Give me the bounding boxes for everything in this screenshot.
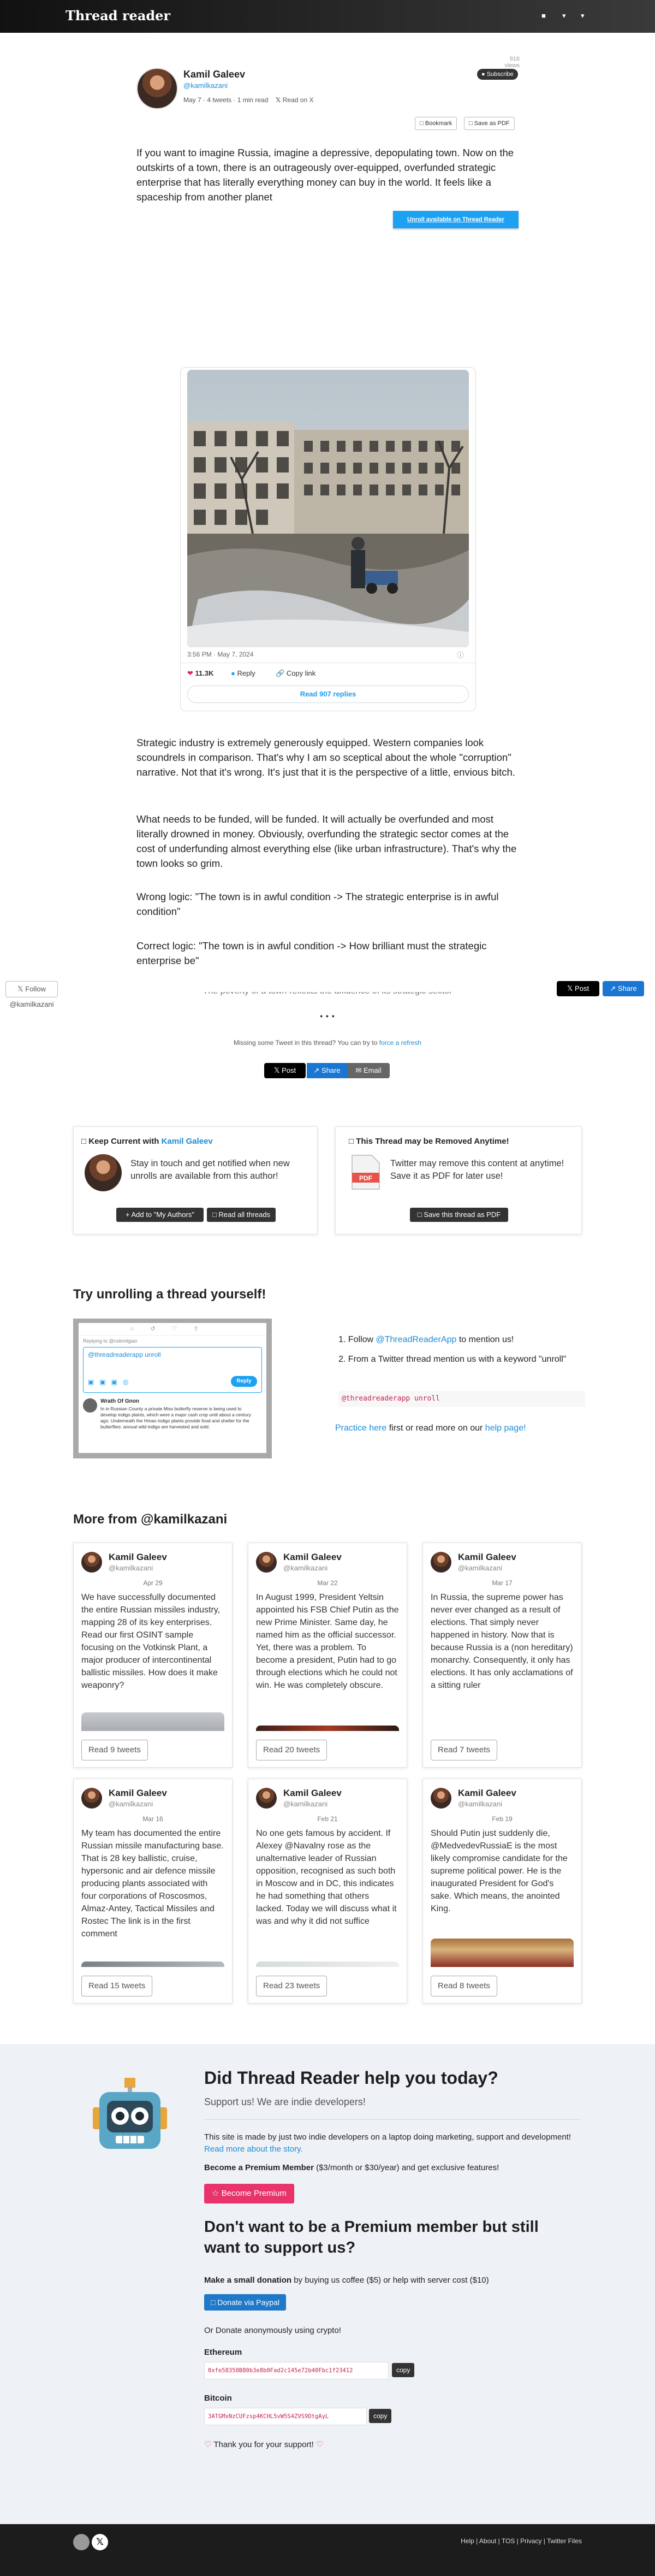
threadreaderapp-link[interactable]: @ThreadReaderApp — [376, 1335, 457, 1344]
menu-icon[interactable]: ▾ — [581, 11, 585, 20]
card-text: In August 1999, President Yeltsin appointed his FSB Chief Putin as the new Prime Minister. Same day, he named him as the official successor. Yet, there was a problem. To become a president, Putin had to go through elections which he could not win. He was completely obscure. — [256, 1593, 399, 1690]
support-description: This site is made by just two indie developers on a laptop doing marketing, support and development! Read more about the story. — [204, 2132, 571, 2154]
card-text: In Russia, the supreme power has never ever changed as a result of elections. That simply never happened in history. Now that is because Russia is a (non hereditary) monarchy. Consequently, it only has elections. It has only acclamations of a sitting ruler — [431, 1593, 573, 1690]
card-date: Mar 16 — [142, 1815, 163, 1823]
card-author-handle: @kamilkazani — [283, 1564, 328, 1572]
save-pdf-label: Save as PDF — [474, 120, 510, 127]
force-refresh-link[interactable]: force a refresh — [379, 1039, 421, 1047]
heart-icon: ❤ — [187, 669, 193, 677]
email-button[interactable] — [347, 1063, 390, 1078]
tweet-4b-text: Correct logic: "The town is in awful condition -> How brilliant must the strategic enterprise be" — [136, 940, 487, 966]
read-story-link[interactable]: Read more about the story. — [204, 2144, 303, 2154]
bell-icon: □ — [81, 1137, 87, 1146]
bell-icon[interactable]: ■ — [541, 11, 546, 20]
card-text: My team has documented the entire Russian missile manufacturing base. That is 28 key ballistic, cruise, hypersonic and air defence missile producing plants associated with four corporations of Roscosmos, Almaz-Antey, Tactical Missiles and Rostec The link is in the first comment — [81, 1829, 224, 1939]
become-premium-button[interactable] — [204, 2184, 294, 2203]
list-icon: □ — [212, 1210, 217, 1219]
reply-label: Reply — [237, 669, 255, 677]
author-handle[interactable]: @kamilkazani — [183, 81, 228, 90]
step-2: 2. From a Twitter thread mention us with a keyword "unroll" — [338, 1355, 567, 1364]
card-author-handle: @kamilkazani — [458, 1564, 503, 1572]
copy-link-action[interactable] — [276, 669, 315, 678]
practice-line: Practice here first or read more on our help page! — [335, 1423, 526, 1433]
keep-current-heading — [81, 1137, 213, 1146]
donation-description: Make a small donation by buying us coffee ($5) or help with server cost ($10) — [204, 2276, 489, 2285]
paypal-donate-button[interactable] — [204, 2294, 286, 2311]
email-icon: ✉ — [355, 1066, 362, 1074]
author-name[interactable]: Kamil Galeev — [183, 69, 246, 80]
card-author-name: Kamil Galeev — [458, 1788, 516, 1798]
removed-text: Twitter may remove this content at anytime! Save it as PDF for later use! — [390, 1159, 564, 1181]
author-avatar — [81, 1552, 102, 1573]
card-text: No one gets famous by accident. If Alexey @Navalny rose as the unalternative leader of Russian opposition, recognised as such both in Moscow and in DC, this indicates he had something that others lacked. Today we will discuss what it was and why it did not suffice — [256, 1829, 397, 1926]
card-author-handle: @kamilkazani — [458, 1800, 503, 1808]
card-author-handle: @kamilkazani — [109, 1564, 153, 1572]
save-thread-label: Save this thread as PDF — [424, 1210, 501, 1219]
thanks-line — [204, 2439, 323, 2449]
card-author-name: Kamil Galeev — [109, 1788, 167, 1798]
thread-end-ellipsis: • • • — [320, 1012, 335, 1020]
card-date: Mar 22 — [317, 1579, 338, 1587]
unroll-demo-screenshot — [73, 1319, 272, 1458]
copy-eth-button[interactable]: copy — [392, 2363, 414, 2377]
ethereum-label: Ethereum — [204, 2348, 242, 2357]
author-avatar — [85, 1154, 122, 1191]
footer-links[interactable]: Help | About | TOS | Privacy | Twitter Files — [461, 2537, 582, 2545]
more-thread-card[interactable] — [422, 1543, 582, 1768]
keep-current-author-link[interactable]: Kamil Galeev — [161, 1137, 213, 1146]
save-thread-pdf-button[interactable] — [410, 1208, 508, 1222]
info-icon[interactable]: ⓘ — [457, 651, 465, 659]
practice-link[interactable]: Practice here — [335, 1423, 387, 1433]
read-thread-button[interactable]: Read 7 tweets — [431, 1740, 497, 1760]
keep-current-title: Keep Current with — [88, 1137, 159, 1146]
keep-current-text: Stay in touch and get notified when new unrolls are available from this author! — [130, 1159, 290, 1181]
card-author-handle: @kamilkazani — [283, 1800, 328, 1808]
tweet-4a-text: Wrong logic: "The town is in awful condition -> The strategic enterprise is in awful condition" — [136, 891, 499, 917]
subscribe-button[interactable] — [477, 69, 518, 80]
follow-label: Follow @kamilkazani — [9, 985, 54, 1008]
sticky-post-button[interactable] — [557, 981, 599, 996]
removed-title: This Thread may be Removed Anytime! — [356, 1137, 509, 1146]
removed-heading — [349, 1137, 509, 1146]
reply-action[interactable] — [231, 669, 255, 677]
read-all-threads-button[interactable] — [207, 1208, 276, 1222]
post-button[interactable] — [264, 1063, 306, 1078]
sticky-share-label: Share — [617, 984, 637, 992]
view-count: 916 views — [504, 56, 520, 69]
author-avatar — [256, 1788, 277, 1809]
tweet-1-text: If you want to imagine Russia, imagine a depressive, depopulating town. Now on the outskirts of a town, there is an outrageously over-equipped, overfunded strategic enterprise that has literally everything money can buy in the world. It feels like a spaceship from another planet — [136, 147, 514, 203]
robot-mascot-icon — [92, 2077, 168, 2153]
pdf-icon: □ — [469, 120, 473, 127]
support-subtitle: Support us! We are indie developers! — [204, 2096, 366, 2107]
card-date: Feb 19 — [492, 1815, 513, 1823]
sticky-share-bar — [0, 978, 655, 1008]
card-date: Mar 17 — [492, 1579, 513, 1587]
thread-meta — [183, 96, 313, 104]
ethereum-address[interactable]: 0xfe58350B80b3e8b0Fad2c145e72b40Fbc1f23412 — [204, 2362, 389, 2379]
read-thread-button[interactable]: Read 23 tweets — [256, 1976, 327, 1996]
support-section — [0, 2044, 655, 2524]
more-thread-card[interactable] — [248, 1543, 407, 1768]
site-logo[interactable]: Thread reader — [66, 8, 171, 23]
become-premium-label: Become Premium — [221, 2189, 287, 2198]
user-icon[interactable]: ▾ — [562, 11, 566, 20]
card-date: Apr 29 — [143, 1579, 163, 1587]
author-avatar[interactable] — [136, 68, 178, 109]
like-action[interactable] — [187, 669, 214, 678]
warning-icon: □ — [349, 1137, 354, 1146]
save-pdf-button[interactable] — [464, 117, 515, 130]
reply-bubble-icon: ● — [231, 669, 235, 677]
footer-bar — [0, 2524, 655, 2576]
tweet-photo[interactable] — [187, 370, 469, 647]
read-all-label: Read all threads — [218, 1210, 271, 1219]
plus-icon: + — [126, 1210, 130, 1219]
mock-reply-button: Reply — [231, 1376, 257, 1387]
sticky-post-label: Post — [575, 984, 590, 992]
mock-input-text: @threadreaderapp unroll — [88, 1351, 161, 1358]
mock-replying: Replying to @nolimitgian — [83, 1338, 138, 1344]
card-text: Should Putin just suddenly die, @MedvedevRussiaE is the most likely compromise candidate for the supreme political power. He is the inaugurated President for God's sake. Which means, the anointed King. — [431, 1829, 568, 1913]
card-author-name: Kamil Galeev — [458, 1552, 516, 1562]
tweet-timestamp[interactable]: 3:56 PM · May 7, 2024 — [187, 651, 254, 658]
tweet-2-text: Strategic industry is extremely generously equipped. Western companies look scoundrels in comparison. That's why I am so sceptical about the whole "corruption" narrative. Not that it's wrong. It's just that it is the perspective of a little, envious bitch. — [136, 737, 515, 778]
embedded-tweet-card — [180, 367, 476, 711]
help-page-link[interactable]: help page! — [485, 1423, 526, 1433]
card-date: Feb 21 — [317, 1815, 338, 1823]
add-label: Add to "My Authors" — [131, 1210, 194, 1219]
mock-avatar — [83, 1398, 97, 1413]
sticky-share-button[interactable] — [603, 981, 644, 996]
heart-icon: ♡ — [204, 2440, 212, 2449]
share-button[interactable] — [307, 1063, 347, 1078]
support-title: Did Thread Reader help you today? — [204, 2068, 498, 2088]
premium-description: Become a Premium Member ($3/month or $30/year) and get exclusive features! — [204, 2163, 499, 2172]
card-author-name: Kamil Galeev — [283, 1552, 342, 1562]
more-thread-card[interactable] — [422, 1779, 582, 2004]
unroll-command-code: @threadreaderapp unroll — [338, 1391, 585, 1407]
x-logo-icon: 𝕏 — [17, 985, 23, 993]
bitcoin-label: Bitcoin — [204, 2394, 232, 2403]
author-avatar — [431, 1788, 451, 1809]
author-avatar — [431, 1552, 451, 1573]
read-on-x-link[interactable]: Read on X — [282, 96, 314, 104]
missing-tweet-notice — [0, 1039, 655, 1047]
bookmark-button[interactable] — [415, 117, 457, 130]
unroll-steps — [338, 1334, 579, 1366]
card-author-name: Kamil Galeev — [283, 1788, 342, 1798]
missing-tweet-text: Missing some Tweet in this thread? You can try to — [234, 1039, 378, 1047]
share-icon: ↗ — [610, 984, 616, 992]
tweet-actions-icons: ○↺♡⇧ — [79, 1323, 266, 1336]
removed-warning-card — [335, 1126, 582, 1234]
copy-link-label: Copy link — [286, 669, 316, 677]
mock-media-icons: ▣▣▣◎ — [88, 1378, 134, 1386]
subscribe-label: Subscribe — [486, 71, 514, 78]
thanks-text: Thank you for your support! — [213, 2440, 314, 2449]
read-thread-button[interactable]: Read 15 tweets — [81, 1976, 152, 1996]
paypal-icon: □ — [211, 2298, 216, 2307]
tweet-3-text: What needs to be funded, will be funded. It will actually be overfunded and most literally drowned in money. Obviously, overfunding the strategic sector comes at the cost of underfunding almost everything else (like urban infrastructure). That's why the town looks so grim. — [136, 813, 517, 869]
x-logo-icon: 𝕏 — [567, 984, 573, 992]
read-thread-button[interactable]: Read 20 tweets — [256, 1740, 327, 1760]
add-to-my-authors-button[interactable] — [116, 1208, 204, 1222]
svg-text:PDF: PDF — [359, 1174, 372, 1182]
paypal-label: Donate via Paypal — [217, 2298, 279, 2307]
keep-current-card — [73, 1126, 318, 1234]
donate-title: Don't want to be a Premium member but still want to support us? — [204, 2218, 539, 2256]
bell-icon: ● — [481, 71, 485, 78]
share-icon: ↗ — [313, 1066, 320, 1074]
bookmark-icon: □ — [420, 120, 424, 127]
card-author-handle: @kamilkazani — [109, 1800, 153, 1808]
unroll-banner[interactable]: Unroll available on Thread Reader — [393, 211, 519, 228]
x-logo-icon: 𝕏 — [275, 96, 281, 104]
thread-meta-text: May 7 · 4 tweets · 1 min read — [183, 96, 269, 104]
more-thread-card[interactable] — [248, 1779, 407, 2004]
post-label: Post — [282, 1066, 296, 1074]
crypto-heading: Or Donate anonymously using crypto! — [204, 2326, 341, 2335]
dark-mode-toggle-icon[interactable] — [73, 2534, 90, 2550]
share-label: Share — [321, 1066, 341, 1074]
x-logo-icon: 𝕏 — [273, 1066, 280, 1074]
more-thread-card[interactable] — [73, 1543, 233, 1768]
card-author-name: Kamil Galeev — [109, 1552, 167, 1562]
heart-icon: ♡ — [315, 2440, 324, 2449]
read-thread-button[interactable]: Read 8 tweets — [431, 1976, 497, 1996]
more-thread-card[interactable] — [73, 1779, 233, 2004]
mock-author: Wrath Of Gnon — [100, 1398, 139, 1404]
card-text: We have successfully documented the entire Russian missiles industry, mapping 28 of its key enterprises. Read our first OSINT sample focusing on the Votkinsk Plant, a major producer of intercontinental ballistic missiles. How does it make weaponry? — [81, 1593, 221, 1690]
author-avatar — [81, 1788, 102, 1809]
step-1: 1. Follow @ThreadReaderApp to mention us! — [338, 1335, 514, 1344]
top-navbar — [0, 0, 655, 33]
like-count: 11.3K — [195, 669, 214, 677]
card-image — [81, 1712, 224, 1731]
more-from-title: More from @kamilkazani — [73, 1512, 228, 1527]
copy-btc-button[interactable]: copy — [369, 2409, 391, 2423]
card-image — [81, 1961, 224, 1967]
read-replies-button[interactable]: Read 907 replies — [187, 686, 469, 703]
save-icon: □ — [417, 1210, 422, 1219]
bitcoin-address[interactable]: 3ATGMxNzCUFzsp4KCHL5vW5S4ZVS9DtgAyL — [204, 2408, 367, 2425]
author-avatar — [256, 1552, 277, 1573]
mock-tweet-text: In in Russian County a private Miss butterfly reserve is being used to develop indigo plants, which were a major cash crop until about a century ago. Underneath the Hmao indigo plants provide food and shelter for the butterflies: annual wild indigo are harvested and sold. — [100, 1406, 251, 1429]
email-label: Email — [364, 1066, 382, 1074]
card-image — [431, 1939, 574, 1967]
read-thread-button[interactable]: Read 9 tweets — [81, 1740, 148, 1760]
pdf-file-icon — [351, 1154, 380, 1190]
follow-author-button[interactable] — [5, 981, 58, 1008]
x-logo-icon[interactable]: 𝕏 — [92, 2534, 108, 2550]
card-image — [256, 1961, 399, 1967]
bookmark-label: Bookmark — [425, 120, 452, 127]
card-image — [256, 1726, 399, 1731]
link-icon: 🔗 — [276, 669, 285, 677]
try-unroll-title: Try unrolling a thread yourself! — [73, 1287, 266, 1302]
star-icon: ☆ — [212, 2189, 219, 2198]
